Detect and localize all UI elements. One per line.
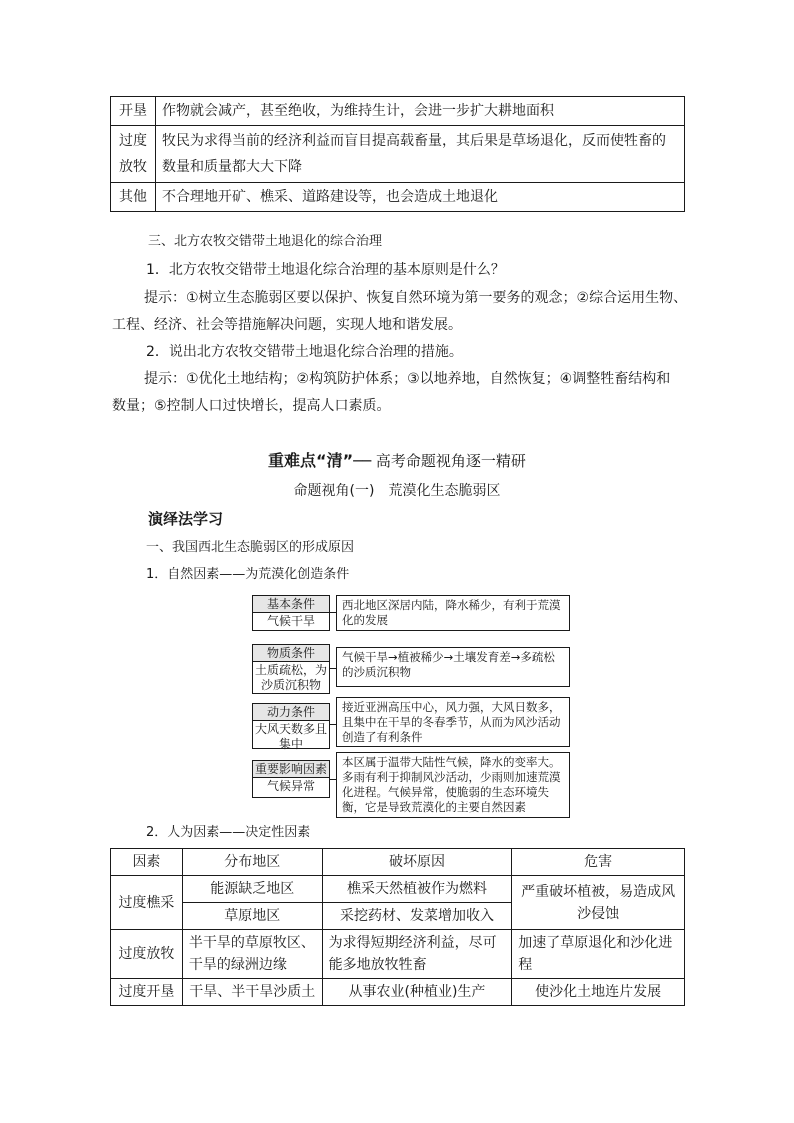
subheading-human-factors: 2．人为因素——决定性因素 (146, 825, 311, 840)
table-row (111, 876, 685, 903)
area-cell: 半干旱的草原牧区、干旱的绿洲边缘 (182, 930, 322, 979)
factor-header: 基本条件 (253, 596, 329, 613)
column-header: 分布地区 (182, 849, 322, 876)
row-label: 开垦 (111, 97, 156, 126)
harm-cell: 严重破坏植被，易造成风沙侵蚀 (512, 876, 685, 930)
table-row (111, 183, 685, 212)
table-row (111, 126, 685, 183)
table-header-row (111, 849, 685, 876)
factor-header: 动力条件 (253, 704, 329, 721)
banner-title-rest: ── 高考命题视角逐一精研 (353, 452, 526, 470)
land-degradation-causes-table (110, 96, 685, 212)
factor-body: 气候干旱 (266, 614, 315, 628)
factor-desc-climate: 本区属于温带大陆性气候，降水的变率大。多雨有利于抑制风沙活动，少雨则加速荒漠化进程。气候异常，使脆弱的生态环境失衡，它是导致荒漠化的主要自然因素 (336, 752, 570, 818)
row-text: 作物就会减产，甚至绝收，为维持生计，会进一步扩大耕地面积 (156, 97, 685, 126)
banner-title (0, 451, 794, 471)
table-row (111, 979, 685, 1006)
harm-cell: 加速了草原退化和沙化进程 (512, 930, 685, 979)
factor-cell: 过度放牧 (111, 930, 183, 979)
human-factors-table (110, 848, 685, 1006)
banner-subtitle: 命题视角(一) 荒漠化生态脆弱区 (293, 483, 501, 499)
section-heading: 三、北方农牧交错带土地退化的综合治理 (148, 234, 383, 249)
cause-cell: 樵采天然植被作为燃料 (322, 876, 512, 903)
area-cell: 干旱、半干旱沙质土 (182, 979, 322, 1006)
cause-cell: 从事农业(种植业)生产 (322, 979, 512, 1006)
factor-box-material (252, 644, 330, 694)
column-header: 因素 (111, 849, 183, 876)
factor-body: 气候异常 (266, 779, 315, 793)
column-header: 破坏原因 (322, 849, 512, 876)
answer-1-line-1: 提示：①树立生态脆弱区要以保护、恢复自然环境为第一要务的观念；②综合运用生物、 (144, 290, 688, 306)
cause-cell: 为求得短期经济利益，尽可能多地放牧牲畜 (322, 930, 512, 979)
table-row (111, 930, 685, 979)
factor-desc-material: 气候干旱→植被稀少→土壤发育差→多疏松的沙质沉积物 (336, 647, 570, 687)
row-text: 牧民为求得当前的经济利益而盲目提高载畜量，其后果是草场退化，反而使牲畜的数量和质量都大大下降 (156, 126, 685, 183)
factor-body: 土质疏松，为沙质沉积物 (255, 663, 328, 692)
factor-desc-basic: 西北地区深居内陆，降水稀少，有利于荒漠化的发展 (336, 595, 570, 631)
subheading-natural-factors: 1．自然因素——为荒漠化创造条件 (146, 567, 350, 582)
question-2: 2．说出北方农牧交错带土地退化综合治理的措施。 (146, 344, 463, 360)
answer-2-line-2: 数量；⑤控制人口过快增长，提高人口素质。 (112, 398, 391, 414)
subheading-formation: 一、我国西北生态脆弱区的形成原因 (146, 540, 355, 555)
factor-body: 大风天数多且集中 (255, 722, 328, 751)
row-label: 其他 (111, 183, 156, 212)
factor-cell: 过度樵采 (111, 876, 183, 930)
factor-cell: 过度开垦 (111, 979, 183, 1006)
column-header: 危害 (512, 849, 685, 876)
area-cell: 能源缺乏地区 (182, 876, 322, 903)
answer-1-line-2: 工程、经济、社会等措施解决问题，实现人地和谐发展。 (112, 317, 462, 333)
table-row (111, 97, 685, 126)
factor-box-basic (252, 595, 330, 631)
study-heading: 演绎法学习 (148, 510, 224, 528)
area-cell: 草原地区 (182, 903, 322, 930)
factor-desc-dynamic: 接近亚洲高压中心，风力强，大风日数多，且集中在干旱的冬春季节，从而为风沙活动创造了有利条件 (336, 697, 570, 747)
answer-2-line-1: 提示：①优化土地结构；②构筑防护体系；③以地养地，自然恢复；④调整牲畜结构和 (144, 371, 671, 387)
banner-title-bold: 重难点“清” (268, 451, 354, 470)
factor-box-climate (252, 760, 330, 798)
harm-cell: 使沙化土地连片发展 (512, 979, 685, 1006)
row-text: 不合理地开矿、樵采、道路建设等，也会造成土地退化 (156, 183, 685, 212)
factor-header: 重要影响因素 (254, 762, 327, 776)
factor-header: 物质条件 (253, 645, 329, 662)
factor-box-dynamic (252, 703, 330, 749)
cause-cell: 采挖药材、发菜增加收入 (322, 903, 512, 930)
question-1: 1．北方农牧交错带土地退化综合治理的基本原则是什么？ (146, 262, 505, 278)
row-label: 过度放牧 (111, 126, 156, 183)
